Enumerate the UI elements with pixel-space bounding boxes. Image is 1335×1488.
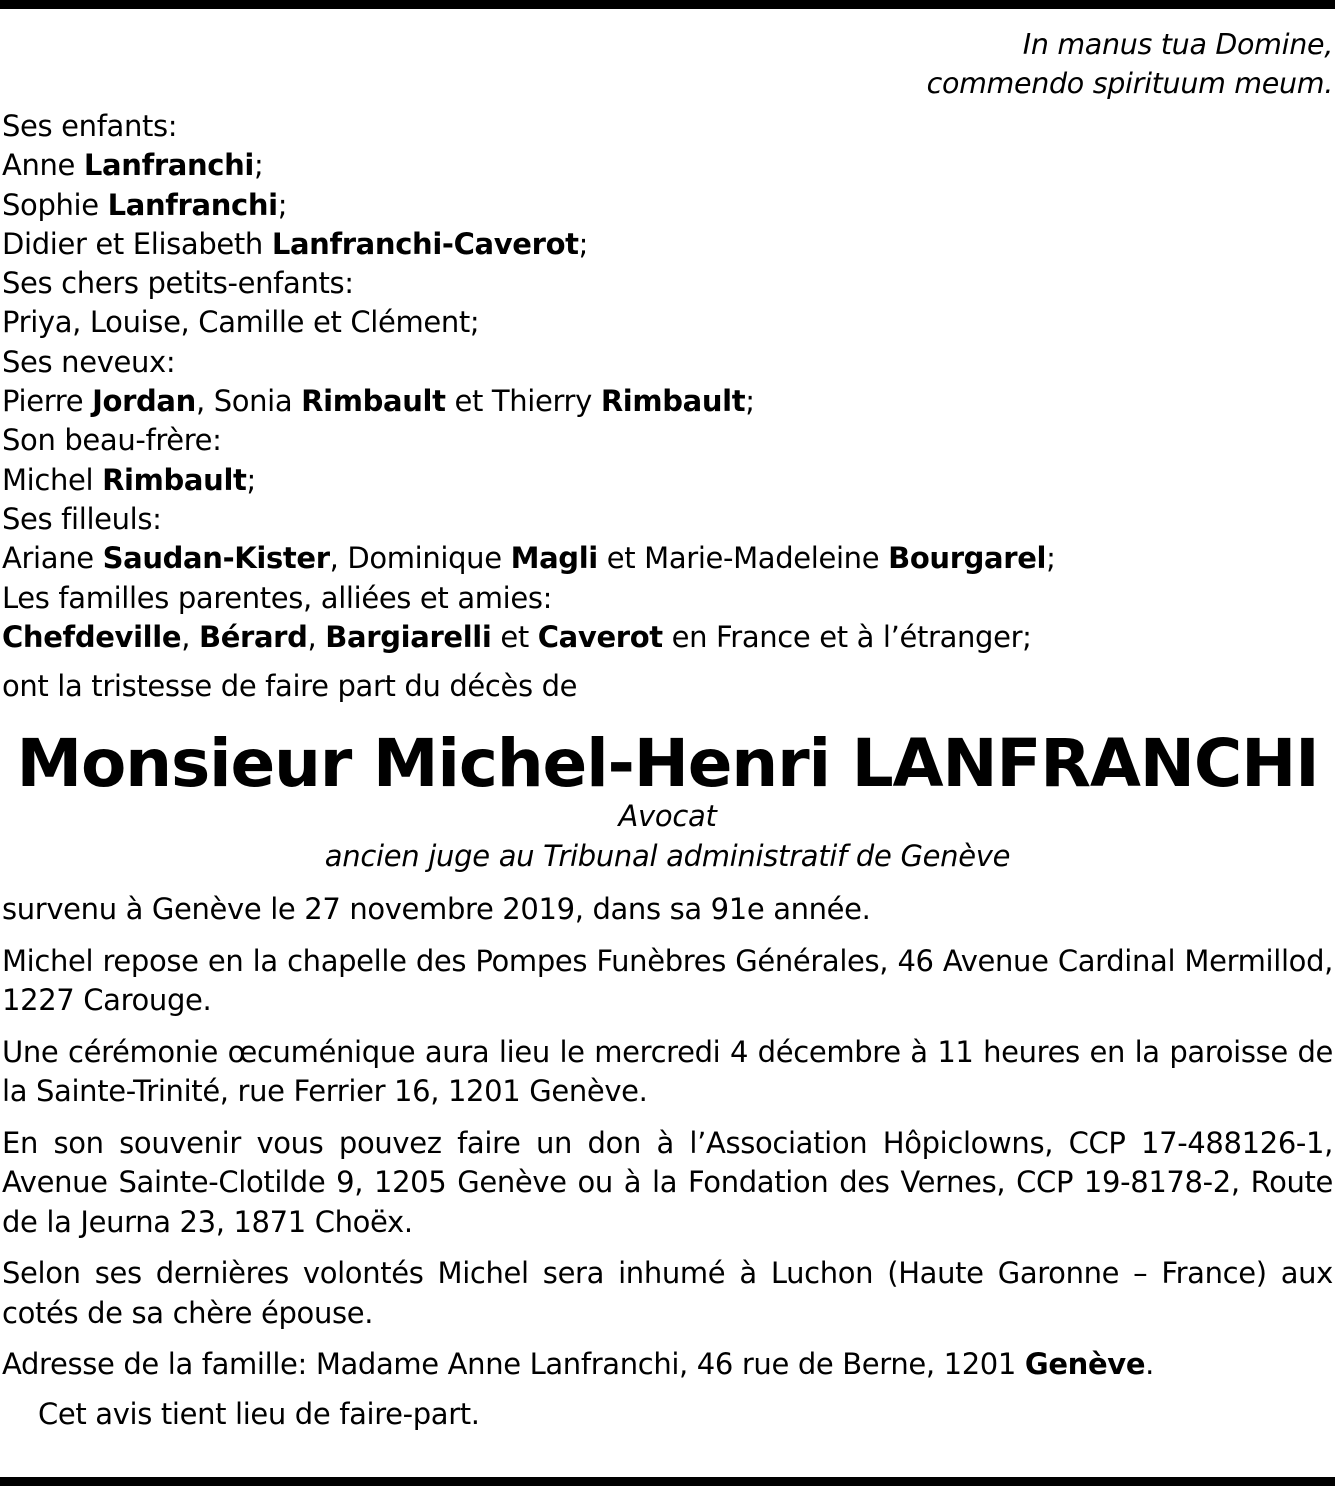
brother-in-law-first: Michel xyxy=(2,462,103,497)
nephew-3-last: Rimbault xyxy=(600,384,746,419)
family-address xyxy=(2,1345,1333,1385)
godchild-3-last: Bourgarel xyxy=(888,541,1047,576)
punct: , xyxy=(307,619,326,654)
motto-line-1: In manus tua Domine, xyxy=(1022,28,1333,61)
nephew-2-last: Rimbault xyxy=(301,384,446,419)
children-heading: Ses enfants: xyxy=(2,109,178,143)
family-3: Bargiarelli xyxy=(325,619,492,654)
top-rule xyxy=(0,0,1335,9)
latin-motto xyxy=(2,25,1333,103)
child-3-first: Didier et Elisabeth xyxy=(2,226,272,261)
godchild-2-last: Magli xyxy=(510,541,598,576)
deceased-title-2: ancien juge au Tribunal administratif de Genève xyxy=(324,839,1011,874)
bottom-rule xyxy=(0,1477,1335,1486)
address-city: Genève xyxy=(1024,1347,1146,1382)
brother-in-law-name xyxy=(2,461,1333,500)
punct: ; xyxy=(254,148,264,183)
deceased-title-1: Avocat xyxy=(618,799,717,834)
godchild-1-last: Saudan-Kister xyxy=(102,541,330,576)
deceased-titles xyxy=(2,796,1333,876)
donation-paragraph: En son souvenir vous pouvez faire un don à l’Association Hôpiclowns, CCP 17-488126-1, Avenue Sainte-Clotilde 9, 1205 Genève ou à la Fondation des Vernes, CCP 19-8178-2, Route de la Jeurna 23, 1871 Choëx. xyxy=(2,1125,1333,1239)
announcement-intro: ont la tristesse de faire part du décès de xyxy=(2,669,578,704)
child-2-last: Lanfranchi xyxy=(107,187,278,222)
grandchildren-heading: Ses chers petits-enfants: xyxy=(2,266,354,301)
godchildren-names xyxy=(2,539,1333,578)
punct: ; xyxy=(1046,541,1056,576)
punct: , xyxy=(181,619,199,654)
punct: ; xyxy=(578,226,589,261)
death-paragraph: survenu à Genève le 27 novembre 2019, dans sa 91e année. xyxy=(2,892,871,927)
motto-line-2: commendo spirituum meum. xyxy=(926,67,1333,100)
closing-note: Cet avis tient lieu de faire-part. xyxy=(38,1396,480,1431)
child-1-first: Anne xyxy=(2,148,84,183)
godchildren-heading: Ses filleuls: xyxy=(2,501,162,536)
child-3-last: Lanfranchi-Caverot xyxy=(271,226,579,261)
families-suffix: en France et à l’étranger; xyxy=(662,619,1032,654)
godchild-3-first: et Marie-Madeleine xyxy=(597,541,889,576)
family-2: Bérard xyxy=(198,619,308,654)
child-1-last: Lanfranchi xyxy=(83,148,255,183)
godchild-1-first: Ariane xyxy=(2,541,103,576)
child-2 xyxy=(2,186,1333,225)
brother-in-law-heading: Son beau-frère: xyxy=(2,423,222,458)
nephews-names xyxy=(2,382,1333,421)
family-1: Chefdeville xyxy=(2,619,182,654)
families-names xyxy=(2,618,1333,657)
child-1 xyxy=(2,146,1333,185)
family-and: et xyxy=(491,619,538,654)
child-3 xyxy=(2,225,1333,264)
family-list xyxy=(2,107,1333,657)
address-end: . xyxy=(1145,1347,1155,1382)
deceased-name: Monsieur Michel-Henri LANFRANCHI xyxy=(16,725,1319,803)
child-2-first: Sophie xyxy=(2,187,108,222)
address-prefix: Adresse de la famille: Madame Anne Lanfranchi, 46 rue de Berne, 1201 xyxy=(2,1347,1025,1382)
nephew-2-first: , Sonia xyxy=(195,384,302,419)
burial-paragraph: Selon ses dernières volontés Michel sera inhumé à Luchon (Haute Garonne – France) aux cotés de sa chère épouse. xyxy=(2,1256,1333,1330)
rest-paragraph: Michel repose en la chapelle des Pompes Funèbres Générales, 46 Avenue Cardinal Mermillod, 1227 Carouge. xyxy=(2,943,1333,1018)
grandchildren-names: Priya, Louise, Camille et Clément; xyxy=(2,305,480,340)
family-4: Caverot xyxy=(537,619,663,654)
ceremony-paragraph: Une cérémonie œcuménique aura lieu le mercredi 4 décembre à 11 heures en la paroisse de la Sainte-Trinité, rue Ferrier 16, 1201 Genève. xyxy=(2,1034,1333,1109)
families-heading: Les familles parentes, alliées et amies: xyxy=(2,580,553,615)
nephew-1-first: Pierre xyxy=(2,384,93,419)
punct: ; xyxy=(277,187,288,222)
punct: ; xyxy=(246,462,256,497)
punct: ; xyxy=(745,384,755,419)
notice-content xyxy=(2,25,1333,1434)
brother-in-law-last: Rimbault xyxy=(102,462,247,497)
nephew-1-last: Jordan xyxy=(92,384,196,419)
nephews-heading: Ses neveux: xyxy=(2,344,176,379)
nephew-3-first: et Thierry xyxy=(445,384,601,419)
godchild-2-first: , Dominique xyxy=(329,541,511,576)
